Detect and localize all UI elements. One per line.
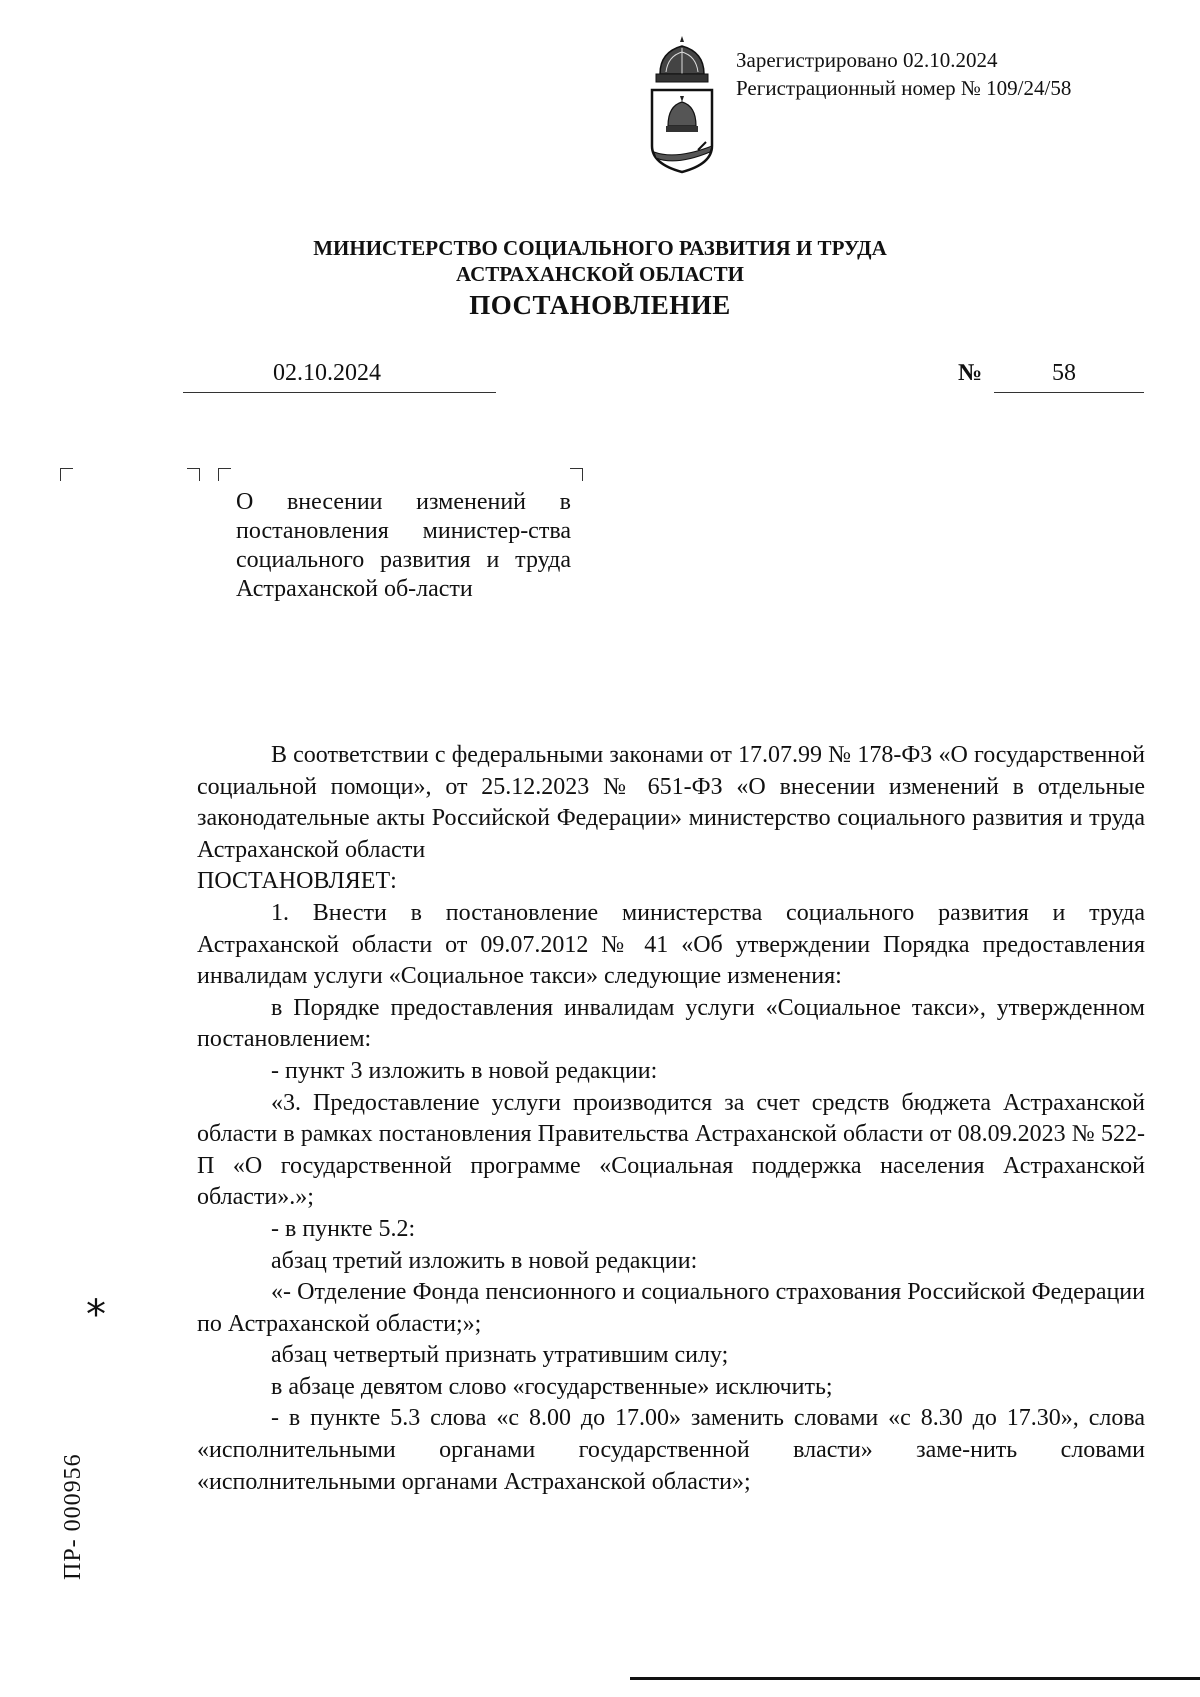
registration-number: Регистрационный номер № 109/24/58	[736, 76, 1072, 100]
registration-date: Зарегистрировано 02.10.2024	[736, 48, 998, 72]
paragraph: - пункт 3 изложить в новой редакции:	[271, 1057, 658, 1084]
document-body	[197, 740, 1145, 1498]
number-sign: №	[958, 360, 983, 386]
paragraph: в Порядке предоставления инвалидам услуги «Социальное такси», утвержденном постановлением:	[197, 994, 1145, 1053]
document-number-field	[994, 360, 1144, 393]
document-type: ПОСТАНОВЛЕНИЕ	[469, 290, 731, 320]
form-code: ПР- 000956	[60, 1453, 86, 1580]
subject-corner-mark	[218, 468, 231, 481]
document-subject: О внесении изменений в постановления министер-ства социального развития и труда Астраханской об-ласти	[236, 489, 571, 602]
document-number: 58	[1052, 360, 1076, 386]
paragraph: «3. Предоставление услуги производится за счет средств бюджета Астраханской области в рамках постановления Правительства Астраханской области от 08.09.2023 № 522-П «О государственной программе «Социальная поддержка населения Астраханской области».»;	[197, 1089, 1145, 1211]
ministry-name-line1: МИНИСТЕРСТВО СОЦИАЛЬНОГО РАЗВИТИЯ И ТРУДА	[313, 236, 887, 260]
paragraph: - в пункте 5.2:	[271, 1215, 416, 1242]
paragraph: - в пункте 5.3 слова «с 8.00 до 17.00» заменить словами «с 8.30 до 17.30», слова «исполнительными органами государственной власти» заме-нить словами «исполнительными органами Астраханской области»;	[197, 1405, 1145, 1495]
paragraph: В соответствии с федеральными законами от 17.07.99 № 178-ФЗ «О государственной социальной помощи», от 25.12.2023 № 651-ФЗ «О внесении изменений в отдельные законодательные акты Российской Федерации» министерство социального развития и труда Астраханской области	[197, 742, 1145, 863]
paragraph: абзац четвертый признать утратившим силу;	[271, 1342, 729, 1369]
document-date: 02.10.2024	[273, 360, 381, 386]
paragraph: 1. Внести в постановление министерства социального развития и труда Астраханской области от 09.07.2012 № 41 «Об утверждении Порядка предоставления инвалидам услуги «Социальное такси» следующие изменения:	[197, 899, 1145, 990]
margin-corner-mark	[60, 468, 73, 481]
paragraph: абзац третий изложить в новой редакции:	[271, 1247, 698, 1274]
margin-asterisk: *	[86, 1292, 106, 1338]
bottom-rule	[630, 1677, 1200, 1680]
ministry-name-line2: АСТРАХАНСКОЙ ОБЛАСТИ	[455, 262, 745, 286]
paragraph: «- Отделение Фонда пенсионного и социального страхования Российской Федерации по Астраханской области;»;	[197, 1279, 1145, 1337]
paragraph: ПОСТАНОВЛЯЕТ:	[197, 868, 397, 895]
paragraph: в абзаце девятом слово «государственные» исключить;	[271, 1373, 833, 1400]
subject-corner-mark	[570, 468, 583, 481]
registration-stamp	[736, 46, 1071, 102]
subject-corner-mark	[187, 468, 200, 481]
document-date-field	[183, 360, 496, 393]
coat-of-arms-emblem	[646, 34, 718, 194]
